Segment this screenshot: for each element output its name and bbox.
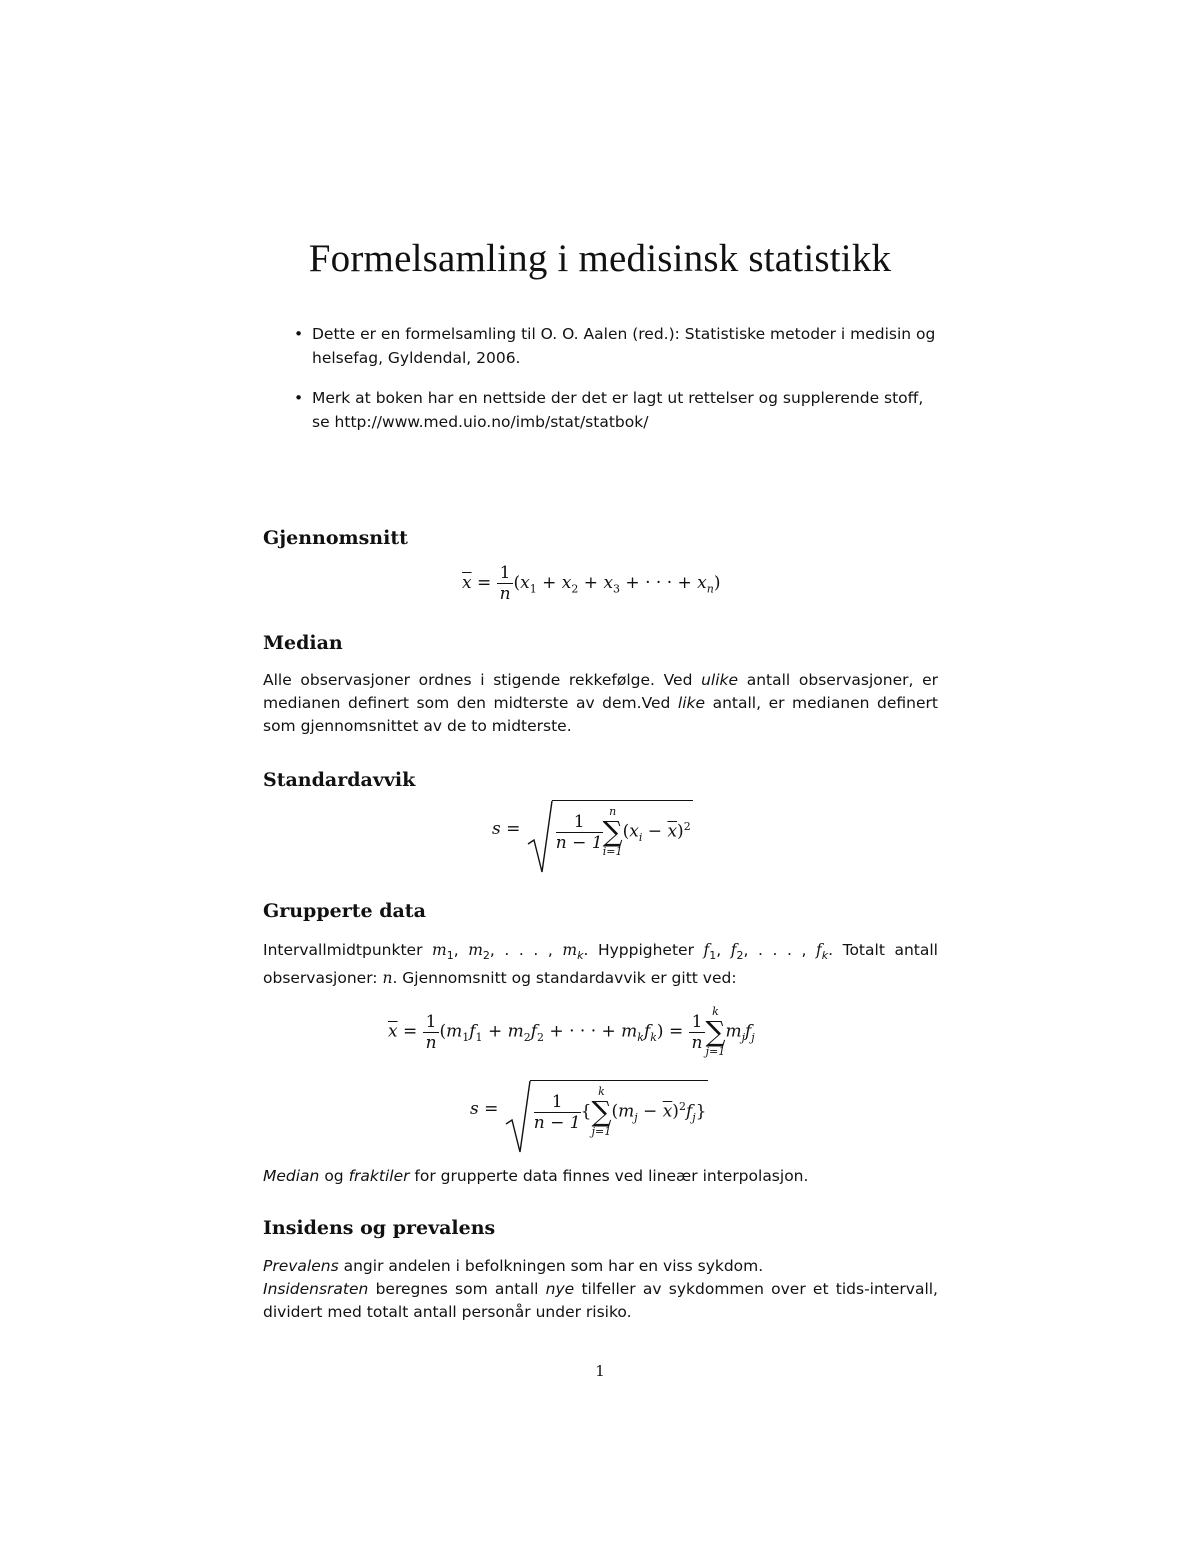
- grouped-note-paragraph: [263, 1165, 938, 1188]
- grouped-text: . Gjennomsnitt og standardavvik er gitt ved:: [392, 969, 737, 988]
- bullet-text: Dette er en formelsamling til O. O. Aalen (red.): Statistiske metoder i medisin og helsefag, Gyldendal, 2006.: [312, 325, 936, 367]
- formula-standard-deviation: s = $\frac{1}{n - 1}$ n ∑ i=1 $(x_i - \overline{x})^2$: [492, 800, 693, 859]
- bullet-text: Merk at boken har en nettside der det er lagt ut rettelser og supplerende stoff, se http://www.med.uio.no/imb/stat/statbok/: [312, 389, 924, 431]
- bullet-icon: •: [294, 389, 304, 407]
- incidence-emphasis: Prevalens: [263, 1257, 339, 1275]
- grouped-text: for grupperte data finnes ved lineær interpolasjon.: [409, 1167, 809, 1185]
- grouped-text: . Totalt antall observasjoner:: [263, 941, 938, 988]
- page-number: 1: [595, 1362, 605, 1380]
- bullet-icon: •: [294, 325, 304, 343]
- incidence-paragraph: [263, 1255, 938, 1324]
- sqrt-symbol: $\frac{1}{n - 1}$ { k ∑ j=1 $(m_j - \overline{x})^2f_j$}: [504, 1080, 709, 1139]
- heading-median: Median: [263, 632, 343, 654]
- incidence-emphasis: nye: [545, 1280, 575, 1298]
- intro-bullet-list: [292, 322, 942, 450]
- grouped-text: og: [319, 1167, 349, 1185]
- median-text: antall observasjoner, er medianen definert som den midterste av dem.Ved: [263, 671, 938, 712]
- incidence-text: beregnes som antall: [368, 1280, 546, 1298]
- formula-mean: $\overline{x}$ = $\frac{1}{n}$ ($x_1 + x_2 + x_3$ + · · · + $x_n$): [462, 563, 721, 604]
- grouped-emphasis: Median: [263, 1167, 320, 1185]
- grouped-text: . Hyppigheter: [583, 941, 704, 959]
- median-emphasis: like: [677, 694, 706, 712]
- incidence-emphasis: Insidensraten: [263, 1280, 369, 1298]
- median-text: antall, er medianen definert som gjennomsnittet av de to midterste.: [263, 694, 938, 735]
- grouped-emphasis: fraktiler: [348, 1167, 410, 1185]
- formula-grouped-standard-deviation: s = $\frac{1}{n - 1}$ { k ∑ j=1 $(m_j - \overline{x})^2f_j$}: [470, 1080, 708, 1139]
- heading-standard-deviation: Standardavvik: [263, 769, 416, 791]
- median-emphasis: ulike: [701, 671, 739, 689]
- grouped-text: Intervallmidtpunkter: [263, 941, 433, 959]
- heading-incidence-prevalence: Insidens og prevalens: [263, 1217, 496, 1239]
- grouped-intro-paragraph: Intervallmidtpunkter $m_1$, $m_2$, . . . , $m_k$. Hyppigheter $f_1$, $f_2$, . . . , $f_k$. Totalt antall observasjoner: n. Gjennomsnitt og standardavvik er gitt ved:: [263, 941, 938, 988]
- incidence-text: tilfeller av sykdommen over et tids-intervall, dividert med totalt antall personår under risiko.: [263, 1280, 938, 1321]
- heading-mean: Gjennomsnitt: [263, 527, 408, 549]
- sqrt-symbol: $\frac{1}{n - 1}$ n ∑ i=1 $(x_i - \overline{x})^2$: [526, 800, 693, 859]
- formula-grouped-mean: $\overline{x}$ = $\frac{1}{n}$ ($m_1f_1 + m_2f_2$ + · · · + $m_kf_k$) = $\frac{1}{n}$ k ∑ j=1 $m_jf_j$: [388, 1005, 755, 1058]
- median-paragraph: [263, 669, 938, 738]
- bullet-item: [292, 322, 942, 370]
- page-title: Formelsamling i medisinsk statistikk: [308, 237, 892, 280]
- heading-grouped-data: Grupperte data: [263, 900, 426, 922]
- bullet-item: [292, 386, 942, 434]
- median-text: Alle observasjoner ordnes i stigende rekkefølge. Ved: [263, 671, 702, 689]
- incidence-text: angir andelen i befolkningen som har en viss sykdom.: [338, 1257, 764, 1275]
